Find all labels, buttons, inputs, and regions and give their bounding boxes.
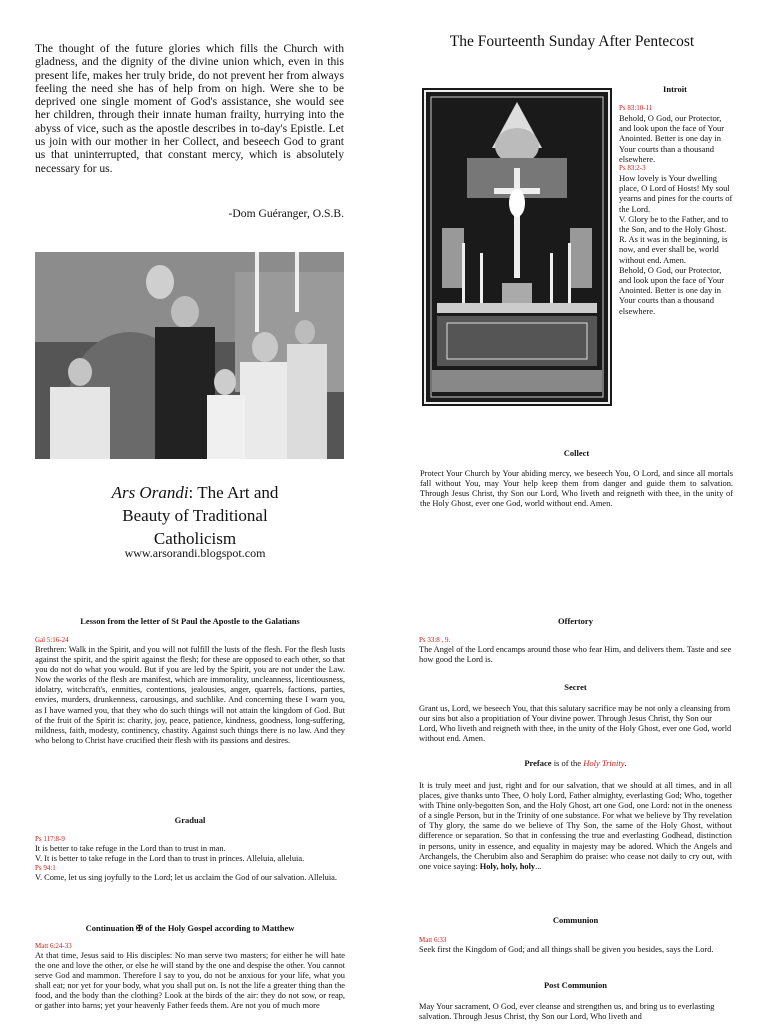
gradual-ref-2: Ps 94:1 — [35, 864, 56, 873]
communion-ref: Matt 6:33 — [419, 936, 447, 944]
quote-author: -Dom Guéranger, O.S.B. — [228, 207, 344, 220]
secret-heading: Secret — [564, 682, 587, 692]
gradual-body — [35, 835, 345, 883]
communion-heading: Communion — [552, 915, 599, 925]
communion-text: Seek first the Kingdom of God; and all things shall be given you besides, says the Lord. — [419, 945, 714, 954]
gradual-ref-1: Ps 117:8-9 — [35, 835, 65, 843]
preface-label: Preface — [524, 758, 552, 768]
quote-text: The thought of the future glories which fills the Church with gladness, and the dignity of the divine union which, even in this present life, makes her truly bride, do not prevent her from always feeling the need she has of help from on high. Were she to be deprived one single moment of God's assistance, she would see her children, through their innate human frailty, hurrying into the abyss of vice, such as the apostle describes in to-day's Epistle. Let us join with our mother in her Collect, and beseech God to grant us that uninterrupted, that constant mercy, which is absolutely necessary for us. — [35, 42, 344, 175]
preface-note — [419, 758, 732, 768]
introit-ref-1: Ps 83:10-11 — [619, 104, 653, 112]
introit-heading: Introit — [663, 84, 687, 94]
gradual-verse-2: V. It is better to take refuge in the Lord than to trust in princes. Alleluia, alleluia. — [35, 854, 305, 864]
brand-title-italic: Ars Orandi — [111, 483, 189, 502]
gospel-body — [35, 942, 345, 1024]
collect-text: Protect Your Church by Your abiding mercy, we beseech You, O Lord, and since all mortals fall without You, may Your help keep them from danger and guide them to salvation. Through Jesus Christ, thy Son our Lord, Who liveth and reigneth with thee, in the unity of the Holy Ghost, ever one God, world without end. Amen. — [420, 469, 733, 509]
lesson-ref: Gal 5:16-24 — [35, 636, 69, 644]
offertory-text: The Angel of the Lord encamps around those who fear Him, and delivers them. Taste and see how good the Lord is. — [419, 645, 732, 665]
preface-ellipsis: ... — [535, 861, 542, 871]
offertory-body — [419, 636, 732, 665]
brand-title-rest: : The Art and Beauty of Traditional Catholicism — [122, 483, 279, 548]
postcommunion-heading: Post Communion — [543, 980, 608, 990]
secret-text: Grant us, Lord, we beseech You, that this salutary sacrifice may be not only a cleansing from our sins but also a propitiation of Your divine power. Through Jesus Christ, thy Son our Lord, Who liveth and reigneth with thee, in the unity of the Holy Ghost, ever one God, world without end. Amen. — [419, 704, 732, 744]
gradual-heading: Gradual — [174, 815, 206, 825]
lesson-body — [35, 636, 345, 746]
introit-text — [619, 104, 735, 316]
gradual-verse-1: It is better to take refuge in the Lord than to trust in man. — [35, 844, 226, 853]
preface-end: . — [624, 758, 627, 768]
preface-mid: is of the — [551, 758, 584, 768]
postcommunion-text: May Your sacrament, O God, ever cleanse and strengthen us, and bring us to everlasting salvation. Through Jesus Christ, thy Son our Lord, Who liveth and — [419, 1002, 715, 1022]
gradual-verse-3: V. Come, let us sing joyfully to the Lord; let us acclaim the God of our salvation. Alleluia. — [35, 873, 337, 883]
collect-heading: Collect — [563, 448, 590, 458]
introit-ref-2: Ps 83:2-3 — [619, 164, 646, 173]
gospel-ref: Matt 6:24-33 — [35, 942, 72, 950]
introit-response: R. As it was in the beginning, is now, and ever shall be, world without end. Amen. — [619, 234, 728, 265]
offertory-heading: Offertory — [558, 616, 593, 626]
introit-gloria: V. Glory be to the Father, and to the Son, and to the Holy Ghost. — [619, 213, 729, 235]
offertory-ref: Ps 33:8 , 9. — [419, 636, 451, 644]
gospel-heading: Continuation ✠ of the Holy Gospel according to Matthew — [85, 923, 295, 933]
introit-antiphon: Behold, O God, our Protector, and look upon the face of Your Anointed. Better is one day in Your courts than a thousand elsewhere. — [619, 113, 725, 164]
preface-holy: Holy, holy, holy — [479, 861, 536, 871]
page-title: The Fourteenth Sunday After Pentecost — [449, 33, 695, 50]
introit-psalm: How lovely is Your dwelling place, O Lord of Hosts! My soul yearns and pines for the courts of the Lord. — [619, 173, 733, 214]
photo-illustration — [35, 252, 344, 459]
introit-antiphon-repeat: Behold, O God, our Protector, and look upon the face of Your Anointed. Better is one day in Your courts than a thousand elsewhere. — [619, 264, 725, 316]
engraving-illustration — [422, 88, 612, 406]
altar-engraving — [422, 88, 612, 406]
preface-trinity: Holy Trinity — [583, 758, 625, 768]
altar-servers-photo — [35, 252, 344, 459]
brand-url[interactable]: www.arsorandi.blogspot.com — [124, 546, 266, 560]
communion-body — [419, 936, 732, 955]
brand-title — [90, 481, 300, 550]
gospel-text: At that time, Jesus said to His disciples: No man serve two masters; for either he will hate the one and love the other, or else he will stand by the one and despise the other. You cannot serve God and mammon. Therefore I say to you, do not be anxious for your life, what you shall eat; nor yet for your body, what you shall put on. Is not the life a greater thing than the food, and the body than the clothing? Look at the birds of the air: they do not sow, or reap, or gather into barns; yet your heavenly Father feeds them. Are not you of much more — [35, 951, 345, 1011]
lesson-text: Brethren: Walk in the Spirit, and you will not fulfill the lusts of the flesh. For the flesh lusts against the spirit, and the spirit against the flesh; for these are opposed to each other, so that you do not do what you would. But if you are led by the Spirit, you are not under the Law. Now the works of the flesh are manifest, which are immorality, uncleanness, licentiousness, idolatry, witchcraft's, enmities, contentions, jealousies, anger, quarrels, factions, parties, envies, murders, drunkenness, carousings, and suchlike. And concerning these I warn you, as I have warned you, that they who do such things will not attain the kingdom of God. But of the fruit of the Spirit is: charity, joy, peace, patience, kindness, goodness, long-suffering, mildness, faith, modesty, continency, chastity. Against such things there is no law. And they who belong to Christ have crucified their flesh with its passions and desires. — [35, 645, 345, 745]
preface-body — [419, 781, 732, 872]
preface-text: It is truly meet and just, right and for our salvation, that we should at all times, and in all places, give thanks unto Thee, O holy Lord, Father almighty, everlasting God; Who, together with Thine only-begotten Son, and the Holy Ghost, art one God, one Lord: not in the oneness of a single Person, but in the Trinity of one substance. For what we believe by Thy revelation of Thy glory, the same do we believe of Thy Son, the same of the Holy Ghost, without difference or separation. So that in confessing the true and everlasting Godhead, distinction in persons, unity in essence, and equality in majesty may be adored. Which the Angels and Archangels, the Cherubim also and Seraphim do praise: who cease not daily to cry out, with one voice saying: — [419, 781, 732, 871]
lesson-heading: Lesson from the letter of St Paul the Apostle to the Galatians — [80, 616, 300, 626]
